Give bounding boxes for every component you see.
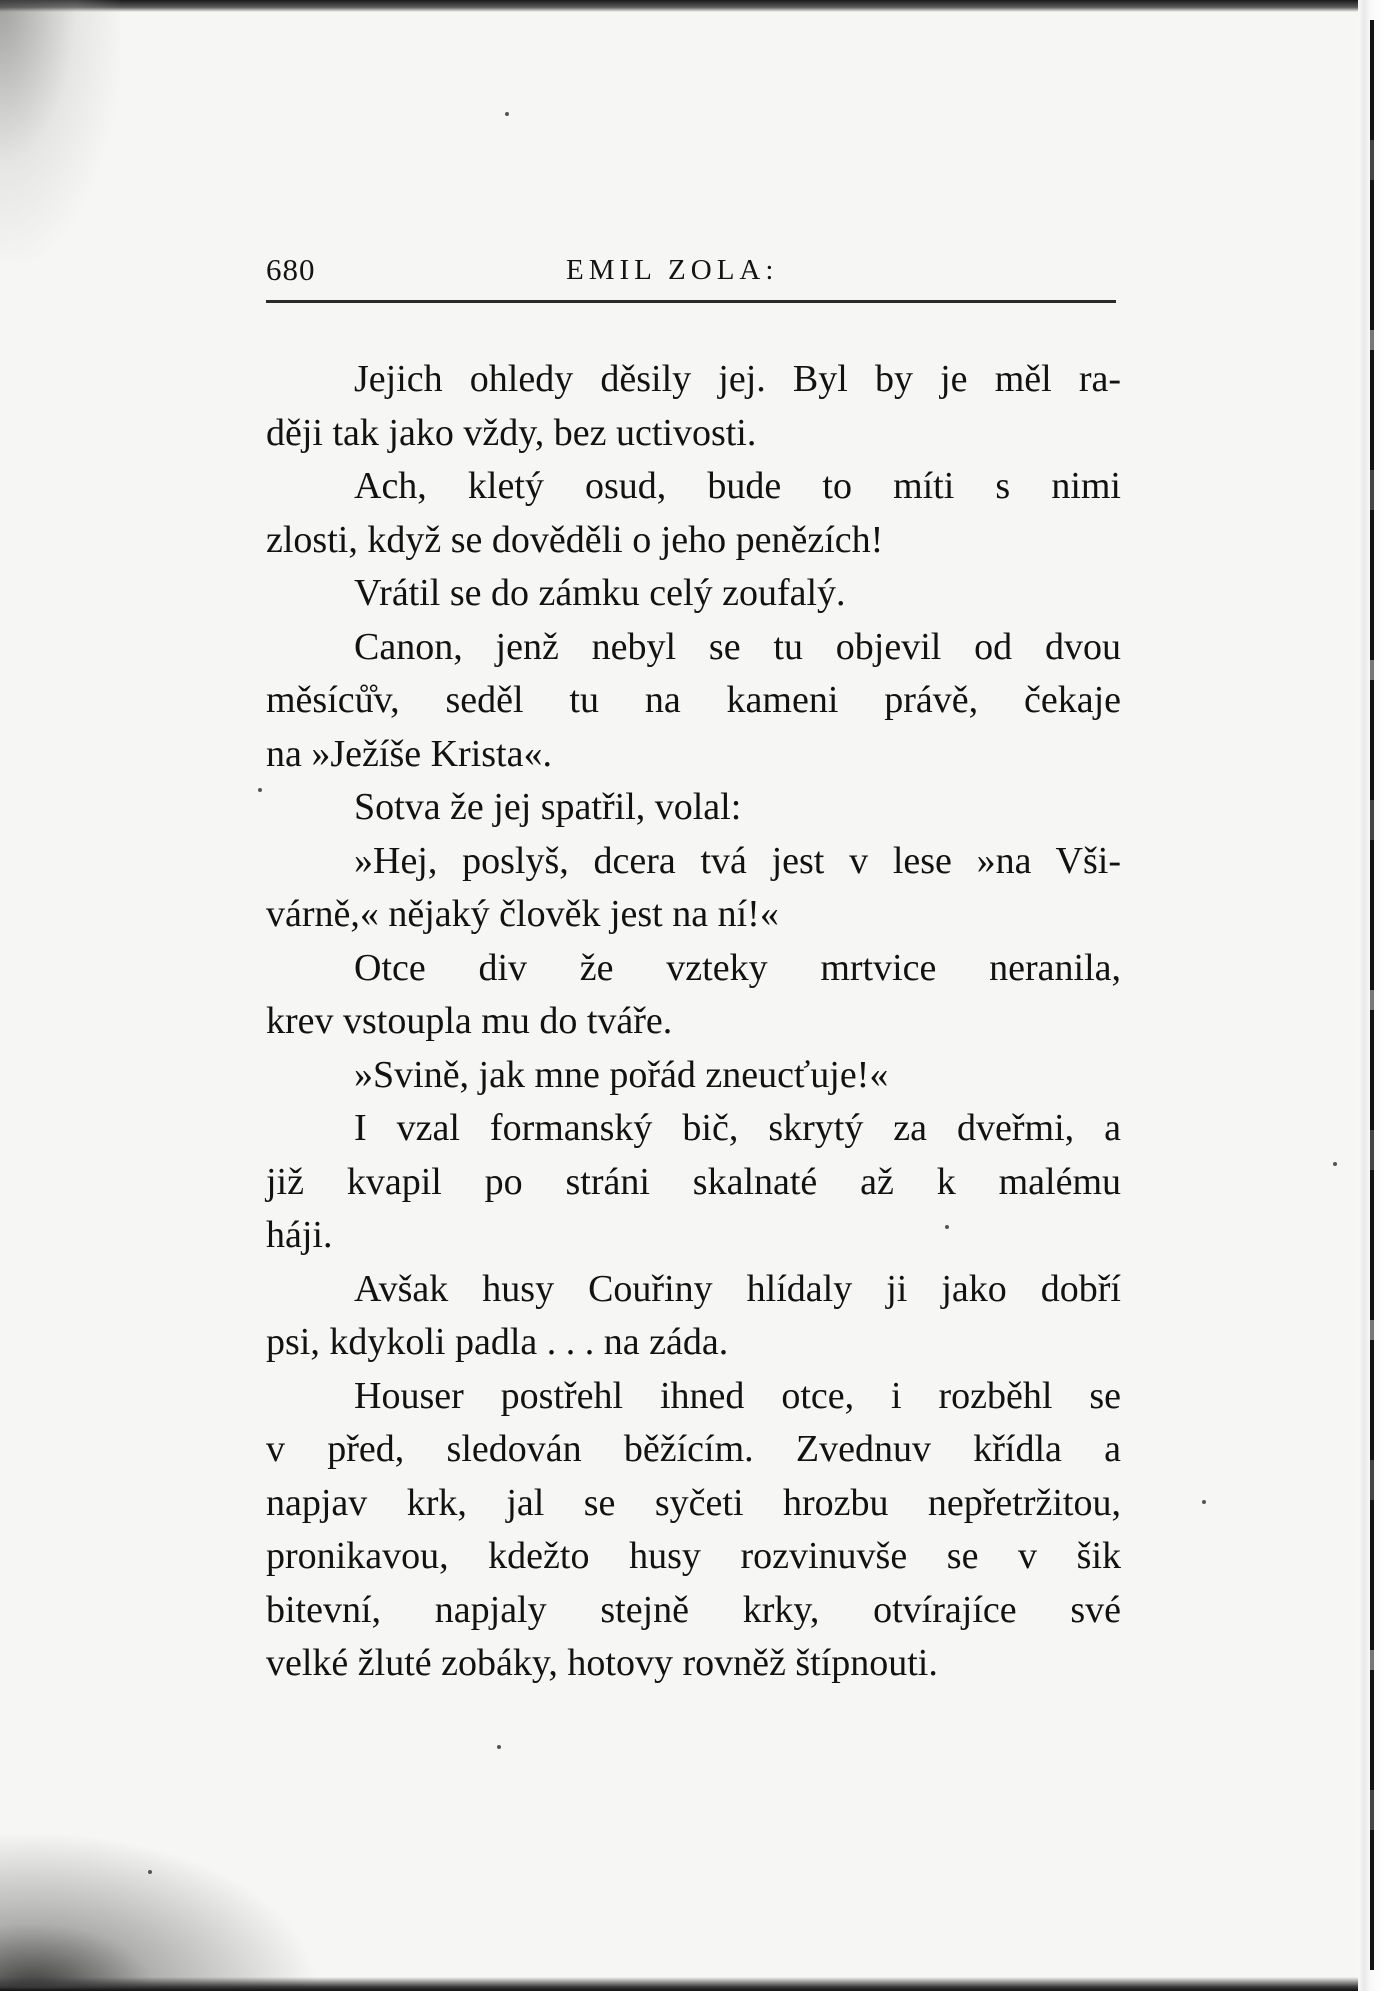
- binding-line: [1370, 20, 1374, 1970]
- text-line: bitevní, napjaly stejně krky, otvírajíce své: [266, 1588, 1121, 1631]
- page-binding: [1358, 0, 1384, 1991]
- dust-speck: [148, 1870, 152, 1874]
- page-number: 680: [266, 252, 316, 287]
- text-line: I vzal formanský bič, skrytý za dveřmi, a: [354, 1107, 1121, 1149]
- text-line: zlosti, když se dověděli o jeho penězích!: [266, 518, 884, 561]
- text-line: velké žluté zobáky, hotovy rovněž štípnouti.: [266, 1642, 938, 1684]
- dust-speck: [505, 112, 509, 116]
- text-line: psi, kdykoli padla . . . na záda.: [266, 1321, 729, 1363]
- text-line: Sotva že jej spatřil, volal:: [354, 786, 742, 828]
- dust-speck: [1202, 1500, 1206, 1504]
- dust-speck: [497, 1745, 501, 1749]
- text-line: ději tak jako vždy, bez uctivosti.: [266, 411, 757, 454]
- text-line: háji.: [266, 1214, 333, 1256]
- text-line: »Svině, jak mne pořád zneucťuje!«: [354, 1053, 889, 1096]
- dust-speck: [1333, 1162, 1337, 1166]
- text-line: Jejich ohledy děsily jej. Byl by je měl ra-: [354, 358, 1121, 400]
- text-line: pronikavou, kdežto husy rozvinuvše se v šik: [266, 1535, 1121, 1577]
- scan-top-edge: [0, 0, 1384, 12]
- text-line: v před, sledován běžícím. Zvednuv křídla a: [266, 1428, 1121, 1470]
- text-line: již kvapil po stráni skalnaté až k malému: [266, 1160, 1121, 1203]
- page-header: [266, 252, 1116, 296]
- running-title: EMIL ZOLA:: [566, 254, 779, 286]
- text-line: Vrátil se do zámku celý zoufalý.: [354, 572, 846, 614]
- text-line: Ach, kletý osud, bude to míti s nimi: [354, 465, 1121, 507]
- dust-speck: [258, 788, 262, 792]
- scan-smudge-top-left: [0, 0, 120, 260]
- text-line: na »Ježíše Krista«.: [266, 732, 552, 775]
- text-line: várně,« nějaký člověk jest na ní!«: [266, 893, 779, 935]
- header-rule: [266, 300, 1116, 303]
- body-text: [266, 353, 1121, 1691]
- text-line: Houser postřehl ihned otce, i rozběhl se: [354, 1374, 1121, 1417]
- text-line: Canon, jenž nebyl se tu objevil od dvou: [354, 625, 1121, 668]
- text-line: »Hej, poslyš, dcera tvá jest v lese »na Vši-: [354, 839, 1121, 882]
- text-line: krev vstoupla mu do tváře.: [266, 1000, 673, 1042]
- scan-bottom-edge: [0, 1977, 1384, 1991]
- text-line: Otce div že vzteky mrtvice neranila,: [354, 946, 1121, 989]
- text-line: Avšak husy Couřiny hlídaly ji jako dobří: [354, 1267, 1121, 1310]
- scan-smudge-bottom-left: [0, 1831, 320, 1991]
- text-line: měsíců̊v, seděl tu na kameni právě, čekaje: [266, 679, 1121, 721]
- text-line: napjav krk, jal se syčeti hrozbu nepřetržitou,: [266, 1481, 1121, 1524]
